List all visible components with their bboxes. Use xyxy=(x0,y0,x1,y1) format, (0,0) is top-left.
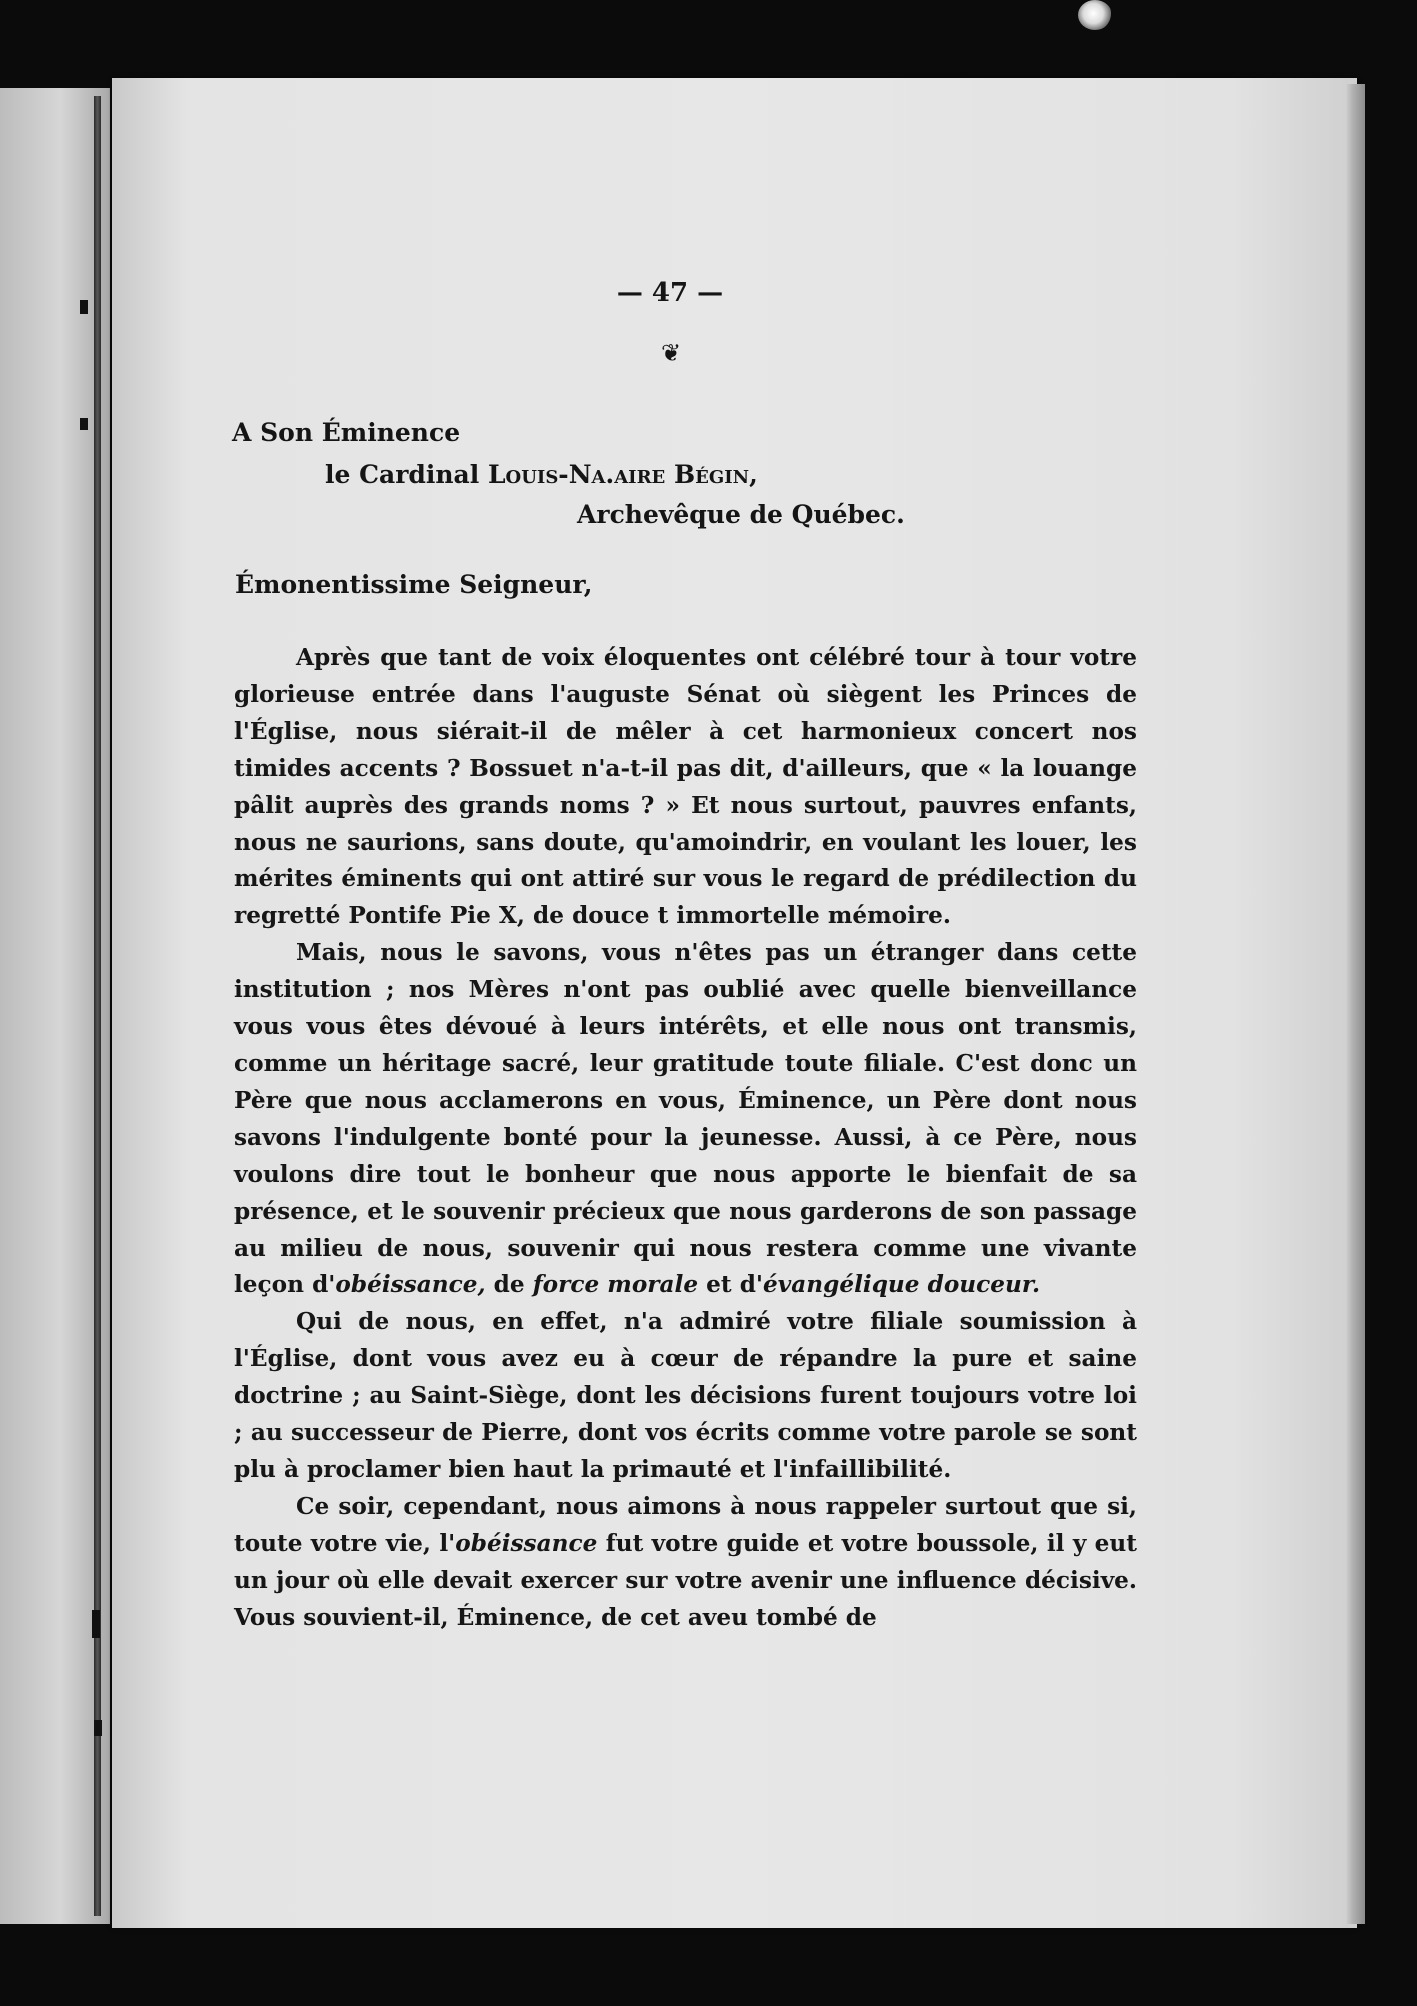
page-number: — 47 — xyxy=(616,278,724,308)
letter-body xyxy=(234,640,1137,1636)
paragraph-4 xyxy=(234,1489,1137,1637)
paragraph-4-text: Ce soir, cependant, nous aimons à nous rappeler surtout que si, toute votre vie, l' xyxy=(234,1492,1137,1557)
page-stack-edge xyxy=(1345,84,1365,1924)
paragraph-2-text: de xyxy=(485,1271,533,1299)
binding-mark xyxy=(94,1720,102,1736)
paragraph-2-text: et d' xyxy=(698,1271,764,1299)
binding-mark xyxy=(80,418,88,430)
paragraph-3: Qui de nous, en effet, n'a admiré votre filiale soumission à l'Église, dont vous avez eu à cœur de répandre la pure et saine doctrine ; au Saint-Siège, dont les décisions furent toujours votre loi ; au successeur de Pierre, dont vos écrits comme votre parole se sont plu à proclamer bien haut la primauté et l'infaillibilité. xyxy=(234,1308,1137,1483)
emphasis-evangelique-douceur: évangélique douceur. xyxy=(763,1271,1041,1299)
scanner-target-mark xyxy=(1078,0,1112,30)
salutation: Émonentissime Seigneur, xyxy=(235,570,593,599)
emphasis-obeissance: obéissance xyxy=(455,1529,598,1557)
address-line-1: A Son Éminence xyxy=(232,418,461,447)
book-binding xyxy=(94,96,101,1916)
emphasis-force-morale: force morale xyxy=(532,1271,699,1299)
paragraph-1: Après que tant de voix éloquentes ont célébré tour à tour votre glorieuse entrée dans l'auguste Sénat où siègent les Princes de l'Église, nous siérait-il de mêler à cet harmonieux concert nos timides accents ? Bossuet n'a-t-il pas dit, d'ailleurs, que « la louange pâlit auprès des grands noms ? » Et nous surtout, pauvres enfants, nous ne saurions, sans doute, qu'amoindrir, en voulant les louer, les mérites éminents qui ont attiré sur vous le regard de prédilection du regretté Pontife Pie X, de douce t immortelle mémoire. xyxy=(234,644,1137,930)
paragraph-2 xyxy=(234,935,1137,1304)
binding-mark xyxy=(80,300,88,314)
paragraph-4-text: fut votre guide et votre boussole, il y eut un jour où elle devait exercer sur votre avenir une influence décisive. Vous souvient-il, Éminence, de cet aveu tombé de xyxy=(234,1529,1137,1631)
cardinal-name: Louis-Na.aire Bégin, xyxy=(487,460,758,489)
fleuron-ornament-icon: ❦ xyxy=(660,339,682,367)
address-line-2-prefix: le Cardinal xyxy=(325,460,488,489)
paragraph-2-text: Mais, nous le savons, vous n'êtes pas un étranger dans cette institution ; nos Mères n'ont pas oublié avec quelle bienveillance vous vous êtes dévoué à leurs intérêts, et elle nous ont transmis, comme un héritage sacré, leur gratitude toute filiale. C'est donc un Père que nous acclamerons en vous, Éminence, un Père dont nous savons l'indulgente bonté pour la jeunesse. Aussi, à ce Père, nous voulons dire tout le bonheur que nous apporte le bienfait de sa présence, et le souvenir précieux que nous garderons de son passage au milieu de nous, souvenir qui nous restera comme une vivante leçon d' xyxy=(234,939,1137,1299)
binding-mark xyxy=(92,1610,100,1638)
address-line-3: Archevêque de Québec. xyxy=(577,500,905,529)
emphasis-obeissance: obéissance, xyxy=(335,1271,486,1299)
address-line-2 xyxy=(325,460,758,489)
